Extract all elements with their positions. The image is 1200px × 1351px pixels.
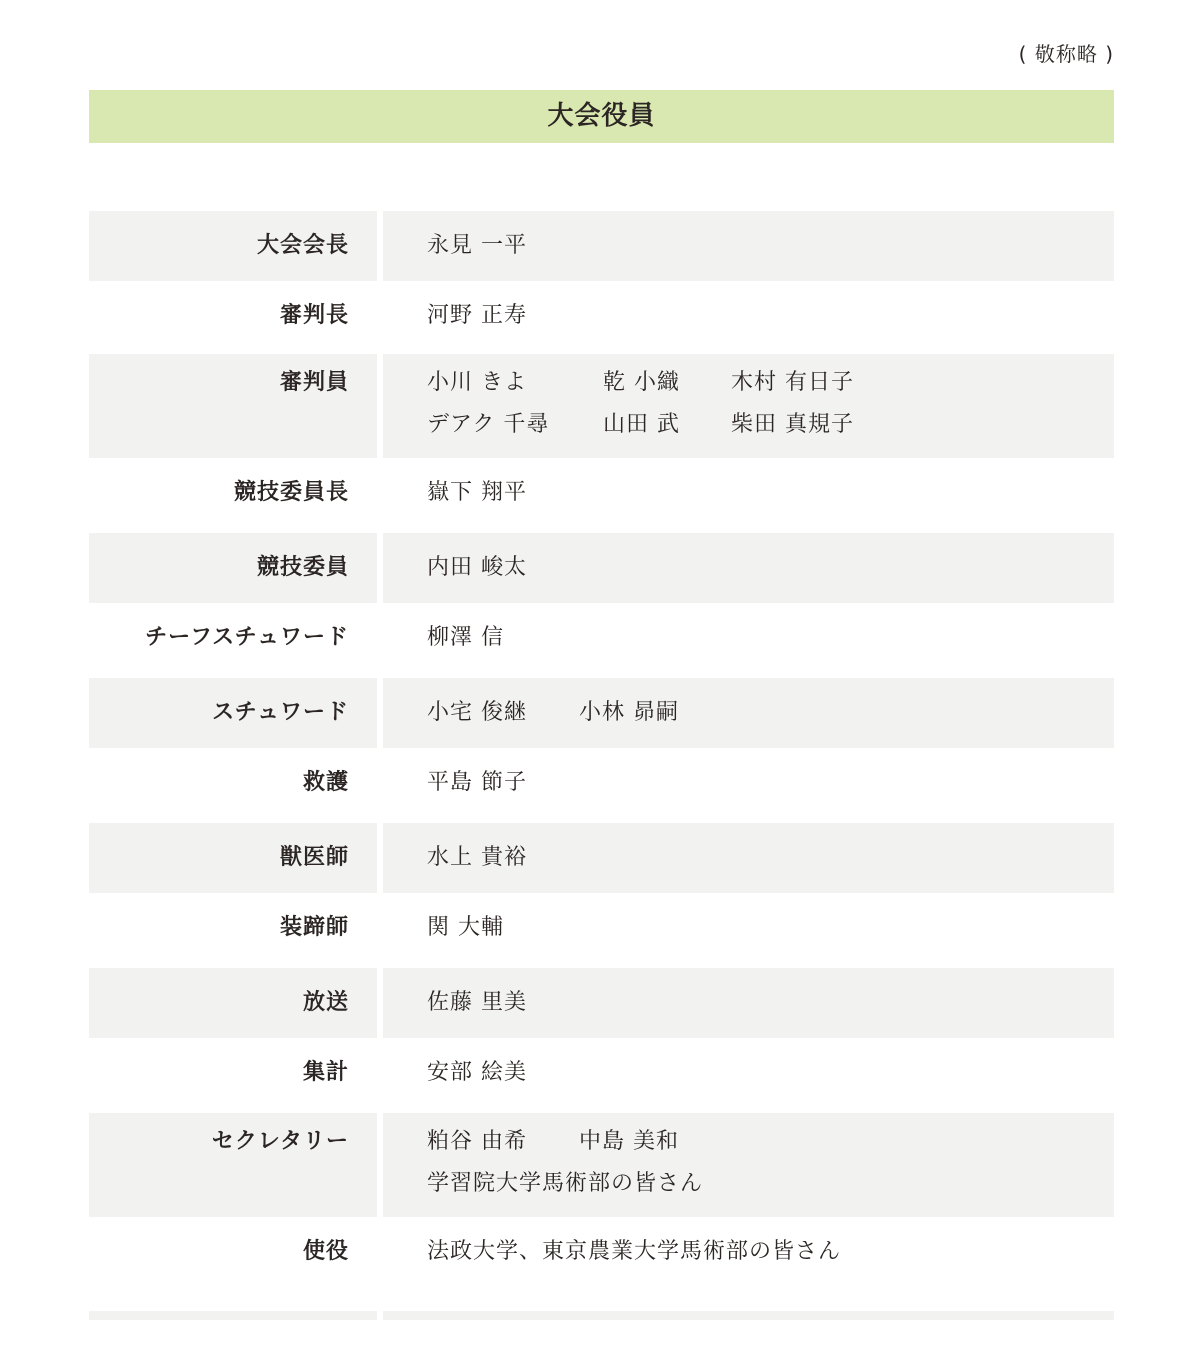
role-label: 競技委員長 xyxy=(233,480,349,505)
person-name: 山田 武 xyxy=(603,412,680,437)
names-cell xyxy=(383,281,1114,354)
official-row xyxy=(89,1113,1114,1217)
names-line xyxy=(427,982,1114,1024)
names-cell xyxy=(383,1113,1114,1217)
section-title: 大会役員 xyxy=(89,90,1114,143)
person-name: 粕谷 由希 xyxy=(427,1129,527,1154)
role-label: 獣医師 xyxy=(89,823,377,893)
official-row xyxy=(89,603,1114,678)
person-name: 中島 美和 xyxy=(579,1129,679,1154)
person-name: 水上 貴裕 xyxy=(427,845,527,870)
official-row xyxy=(89,281,1114,354)
role-label: 装蹄師 xyxy=(279,915,349,940)
role-label: 放送 xyxy=(89,968,377,1038)
names-line xyxy=(427,907,1114,949)
names-line xyxy=(427,1052,1114,1094)
person-name: 法政大学、東京農業大学馬術部の皆さん xyxy=(427,1239,842,1264)
names-cell xyxy=(383,533,1114,603)
role-label: 競技委員 xyxy=(89,533,377,603)
official-row xyxy=(89,678,1114,748)
names-cell xyxy=(383,458,1114,533)
official-row xyxy=(89,354,1114,458)
person-name: 柴田 真規子 xyxy=(731,412,854,437)
names-cell xyxy=(383,1038,1114,1113)
names-line xyxy=(427,404,1114,446)
names-line xyxy=(427,295,1114,337)
names-cell xyxy=(383,603,1114,678)
person-name: 永見 一平 xyxy=(427,233,527,258)
names-line xyxy=(427,362,1114,404)
names-cell xyxy=(383,823,1114,893)
official-row xyxy=(89,1038,1114,1113)
person-name: 関 大輔 xyxy=(427,915,504,940)
role-label: セクレタリー xyxy=(89,1113,377,1217)
names-line xyxy=(427,762,1114,804)
person-name: 安部 絵美 xyxy=(427,1060,527,1085)
names-line xyxy=(427,225,1114,267)
person-name: 佐藤 里美 xyxy=(427,990,527,1015)
person-name: 小林 昴嗣 xyxy=(579,700,679,725)
person-name: 学習院大学馬術部の皆さん xyxy=(427,1171,704,1196)
person-name: 柳澤 信 xyxy=(427,625,504,650)
role-label: 大会会長 xyxy=(89,211,377,281)
person-name: 乾 小織 xyxy=(603,370,680,395)
names-line xyxy=(427,1121,1114,1163)
names-cell xyxy=(383,678,1114,748)
next-row-edge xyxy=(383,1311,1114,1320)
names-line xyxy=(427,617,1114,659)
official-row xyxy=(89,211,1114,281)
role-label: スチュワード xyxy=(89,678,377,748)
names-cell xyxy=(383,1217,1114,1292)
official-row xyxy=(89,1217,1114,1292)
honorific-note: ( 敬称略 ) xyxy=(1018,42,1114,66)
names-cell xyxy=(383,968,1114,1038)
person-name: 内田 峻太 xyxy=(427,555,527,580)
names-line xyxy=(427,837,1114,879)
official-row xyxy=(89,968,1114,1038)
person-name: 小宅 俊継 xyxy=(427,700,527,725)
names-line xyxy=(427,692,1114,734)
officials-table xyxy=(89,211,1114,1292)
names-line xyxy=(427,547,1114,589)
names-line xyxy=(427,1163,1114,1205)
names-line xyxy=(427,472,1114,514)
names-line xyxy=(427,1231,1114,1273)
role-label: 使役 xyxy=(302,1239,349,1264)
person-name: 平島 節子 xyxy=(427,770,527,795)
role-label: 審判員 xyxy=(89,354,377,458)
official-row xyxy=(89,533,1114,603)
role-label: 集計 xyxy=(302,1060,349,1085)
official-row xyxy=(89,458,1114,533)
names-cell xyxy=(383,893,1114,968)
names-cell xyxy=(383,211,1114,281)
role-label: 救護 xyxy=(302,770,349,795)
role-label: 審判長 xyxy=(279,303,349,328)
names-cell xyxy=(383,354,1114,458)
next-row-edge xyxy=(89,1311,377,1320)
person-name: 河野 正寿 xyxy=(427,303,527,328)
person-name: デアク 千尋 xyxy=(427,412,550,437)
names-cell xyxy=(383,748,1114,823)
person-name: 嶽下 翔平 xyxy=(427,480,527,505)
official-row xyxy=(89,823,1114,893)
official-row xyxy=(89,893,1114,968)
person-name: 木村 有日子 xyxy=(731,370,854,395)
official-row xyxy=(89,748,1114,823)
person-name: 小川 きよ xyxy=(427,370,527,395)
role-label: チーフスチュワード xyxy=(145,625,349,650)
